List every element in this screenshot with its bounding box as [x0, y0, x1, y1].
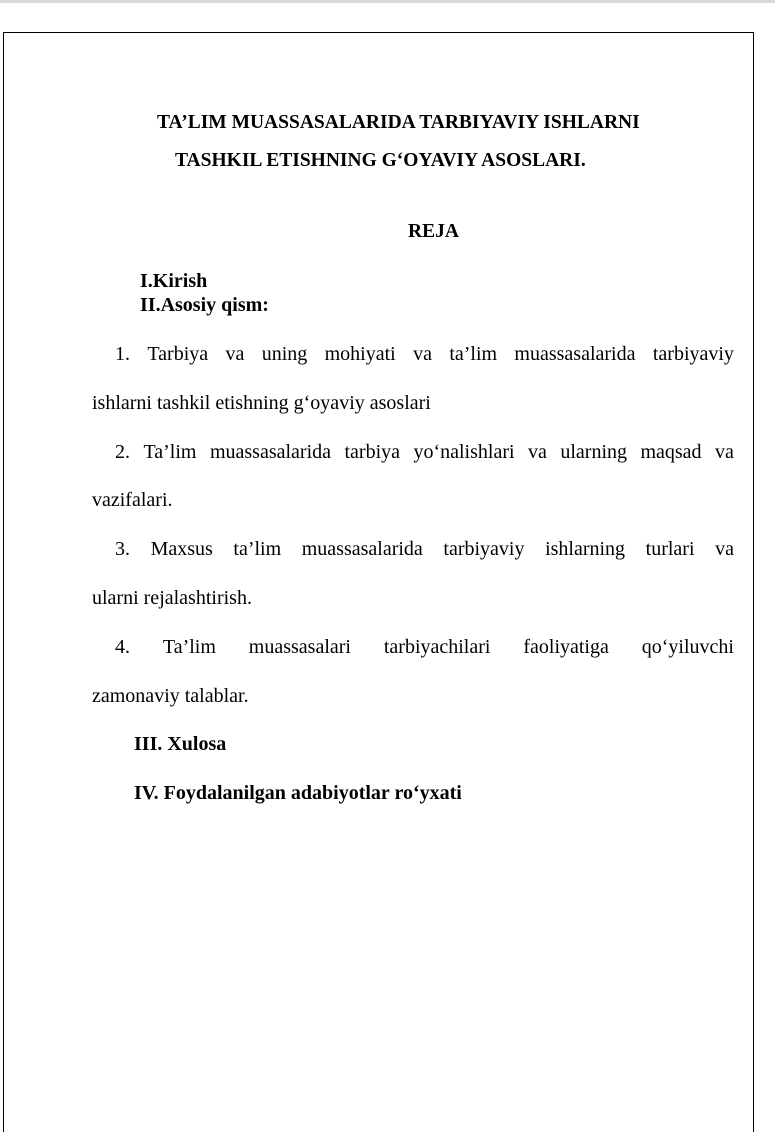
word: muassasalarida: [209, 441, 332, 463]
plan-heading: REJA: [408, 221, 459, 242]
word: tarbiya: [344, 441, 400, 463]
word: Maxsus: [150, 538, 213, 560]
plan-item-1-line-1: [115, 344, 734, 364]
word: ishlarning: [545, 538, 626, 560]
section-main-part: II.Asosiy qism:: [140, 294, 269, 316]
word: Ta’lim: [143, 441, 197, 463]
plan-item-2-line-2: vazifalari.: [92, 489, 173, 511]
word: muassasalari: [248, 636, 351, 658]
word: va: [528, 441, 547, 463]
top-toolbar-edge: [0, 0, 775, 3]
word: tarbiyachilari: [383, 636, 491, 658]
word: va: [225, 343, 245, 365]
plan-item-4-line-2: zamonaviy talablar.: [92, 685, 249, 707]
word: qo‘yiluvchi: [641, 636, 734, 658]
section-conclusion: III. Xulosa: [134, 733, 227, 755]
word: 1.: [115, 343, 130, 365]
word: muassasalarida: [301, 538, 423, 560]
word: maqsad: [640, 441, 702, 463]
document-page: [3, 32, 754, 1132]
section-introduction: I.Kirish: [140, 270, 208, 292]
word: 2.: [115, 441, 130, 463]
word: 4.: [115, 636, 130, 658]
word: va: [715, 441, 734, 463]
word: turlari: [645, 538, 695, 560]
word: muassasalarida: [514, 343, 636, 365]
word: ta’lim: [449, 343, 498, 365]
plan-item-1-line-2: ishlarni tashkil etishning g‘oyaviy asoslari: [92, 392, 431, 414]
word: va: [715, 538, 734, 560]
plan-item-4-line-1: [115, 637, 734, 657]
word: va: [413, 343, 432, 365]
word: tarbiyaviy: [443, 538, 525, 560]
plan-item-2-line-1: [115, 442, 734, 462]
plan-item-3-line-2: ularni rejalashtirish.: [92, 587, 252, 609]
document-title-line-2: TASHKIL ETISHNING G‘OYAVIY ASOSLARI.: [175, 150, 586, 171]
word: Tarbiya: [147, 343, 209, 365]
word: yo‘nalishlari: [413, 441, 515, 463]
word: 3.: [115, 538, 130, 560]
word: Ta’lim: [162, 636, 216, 658]
word: mohiyati: [324, 343, 396, 365]
word: uning: [261, 343, 308, 365]
word: ularning: [560, 441, 627, 463]
word: ta’lim: [233, 538, 282, 560]
word: faoliyatiga: [523, 636, 609, 658]
plan-item-3-line-1: [115, 539, 734, 559]
document-title-line-1: TA’LIM MUASSASALARIDA TARBIYAVIY ISHLARNI: [157, 112, 640, 133]
word: tarbiyaviy: [652, 343, 734, 365]
section-references: IV. Foydalanilgan adabiyotlar ro‘yxati: [134, 782, 462, 804]
